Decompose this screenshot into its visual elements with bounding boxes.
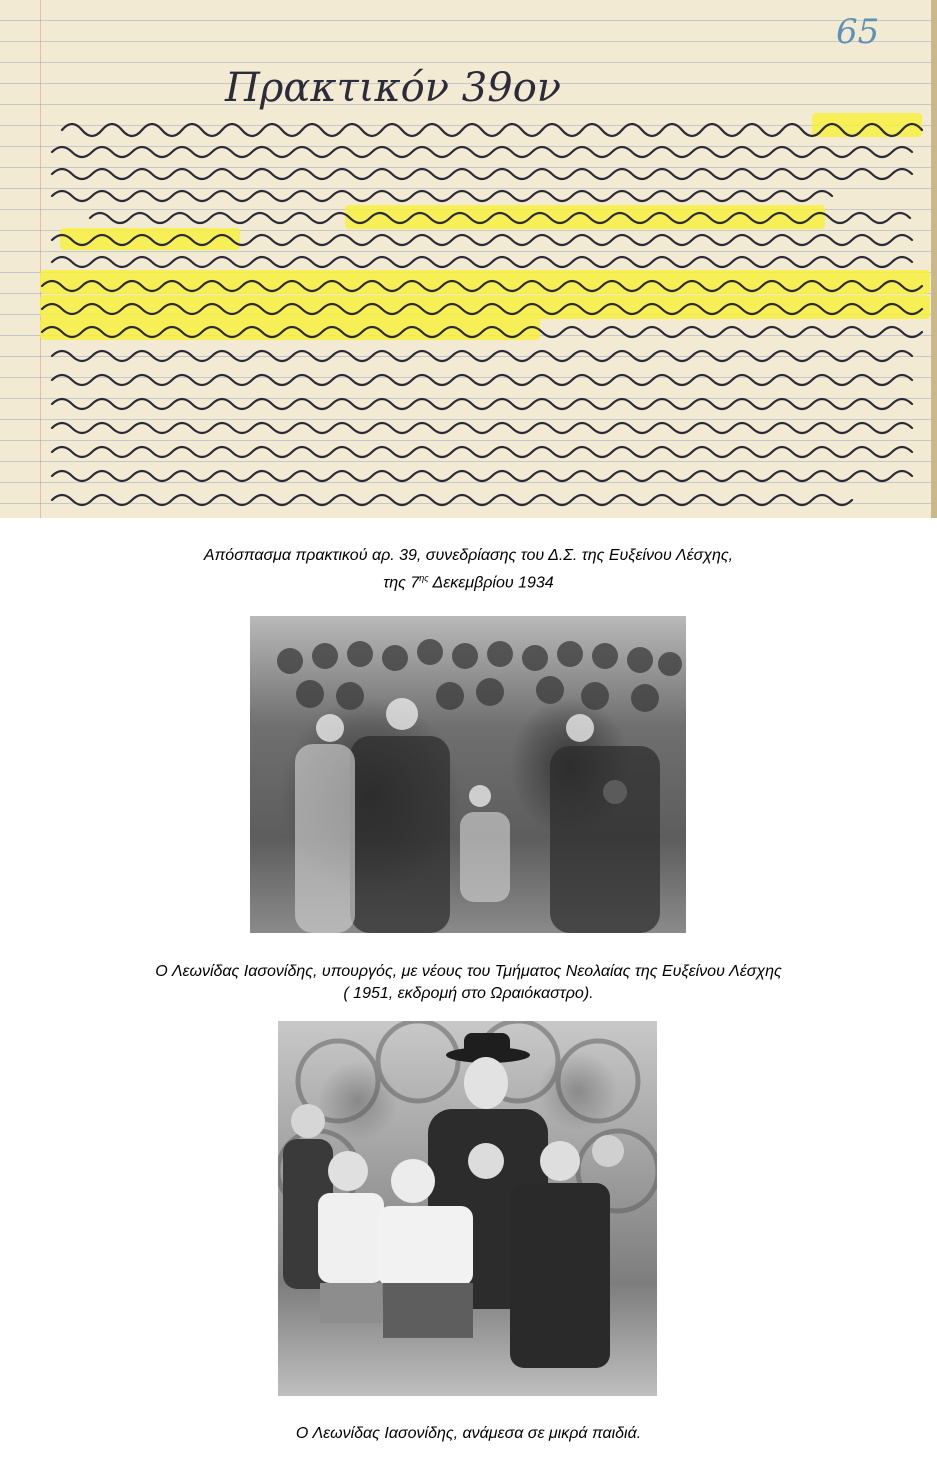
kids-photo-figures <box>278 1021 657 1396</box>
kids-photo <box>278 1021 657 1396</box>
highlight-mark <box>345 205 825 229</box>
manuscript-image <box>0 0 937 518</box>
caption-kids: Ο Λεωνίδας Ιασονίδης, ανάμεσα σε μικρά παιδιά. <box>295 1425 642 1442</box>
group-photo-figures <box>250 616 686 933</box>
caption-group <box>0 961 937 1005</box>
caption-minutes-line2-pre: της 7 <box>383 574 420 592</box>
caption-minutes-line1: Απόσπασμα πρακτικού αρ. 39, συνεδρίασης του Δ.Σ. της Ευξείνου Λέσχης, <box>203 547 734 564</box>
caption-minutes-line2-post: Δεκεμβρίου 1934 <box>428 574 554 592</box>
caption-minutes <box>0 545 937 594</box>
group-photo <box>250 616 686 933</box>
caption-minutes-line2-sup: ης <box>419 573 429 583</box>
caption-group-line1: Ο Λεωνίδας Ιασονίδης, υπουργός, με νέους του Τμήματος Νεολαίας της Ευξείνου Λέσχης <box>155 963 782 980</box>
caption-group-line2: ( 1951, εκδρομή στο Ωραιόκαστρο). <box>343 985 594 1002</box>
handwriting-lines <box>0 0 937 518</box>
page-number: 65 <box>836 12 880 52</box>
caption-minutes-line2 <box>0 567 937 594</box>
manuscript-title: Πρακτικόν 39ον <box>225 65 562 111</box>
